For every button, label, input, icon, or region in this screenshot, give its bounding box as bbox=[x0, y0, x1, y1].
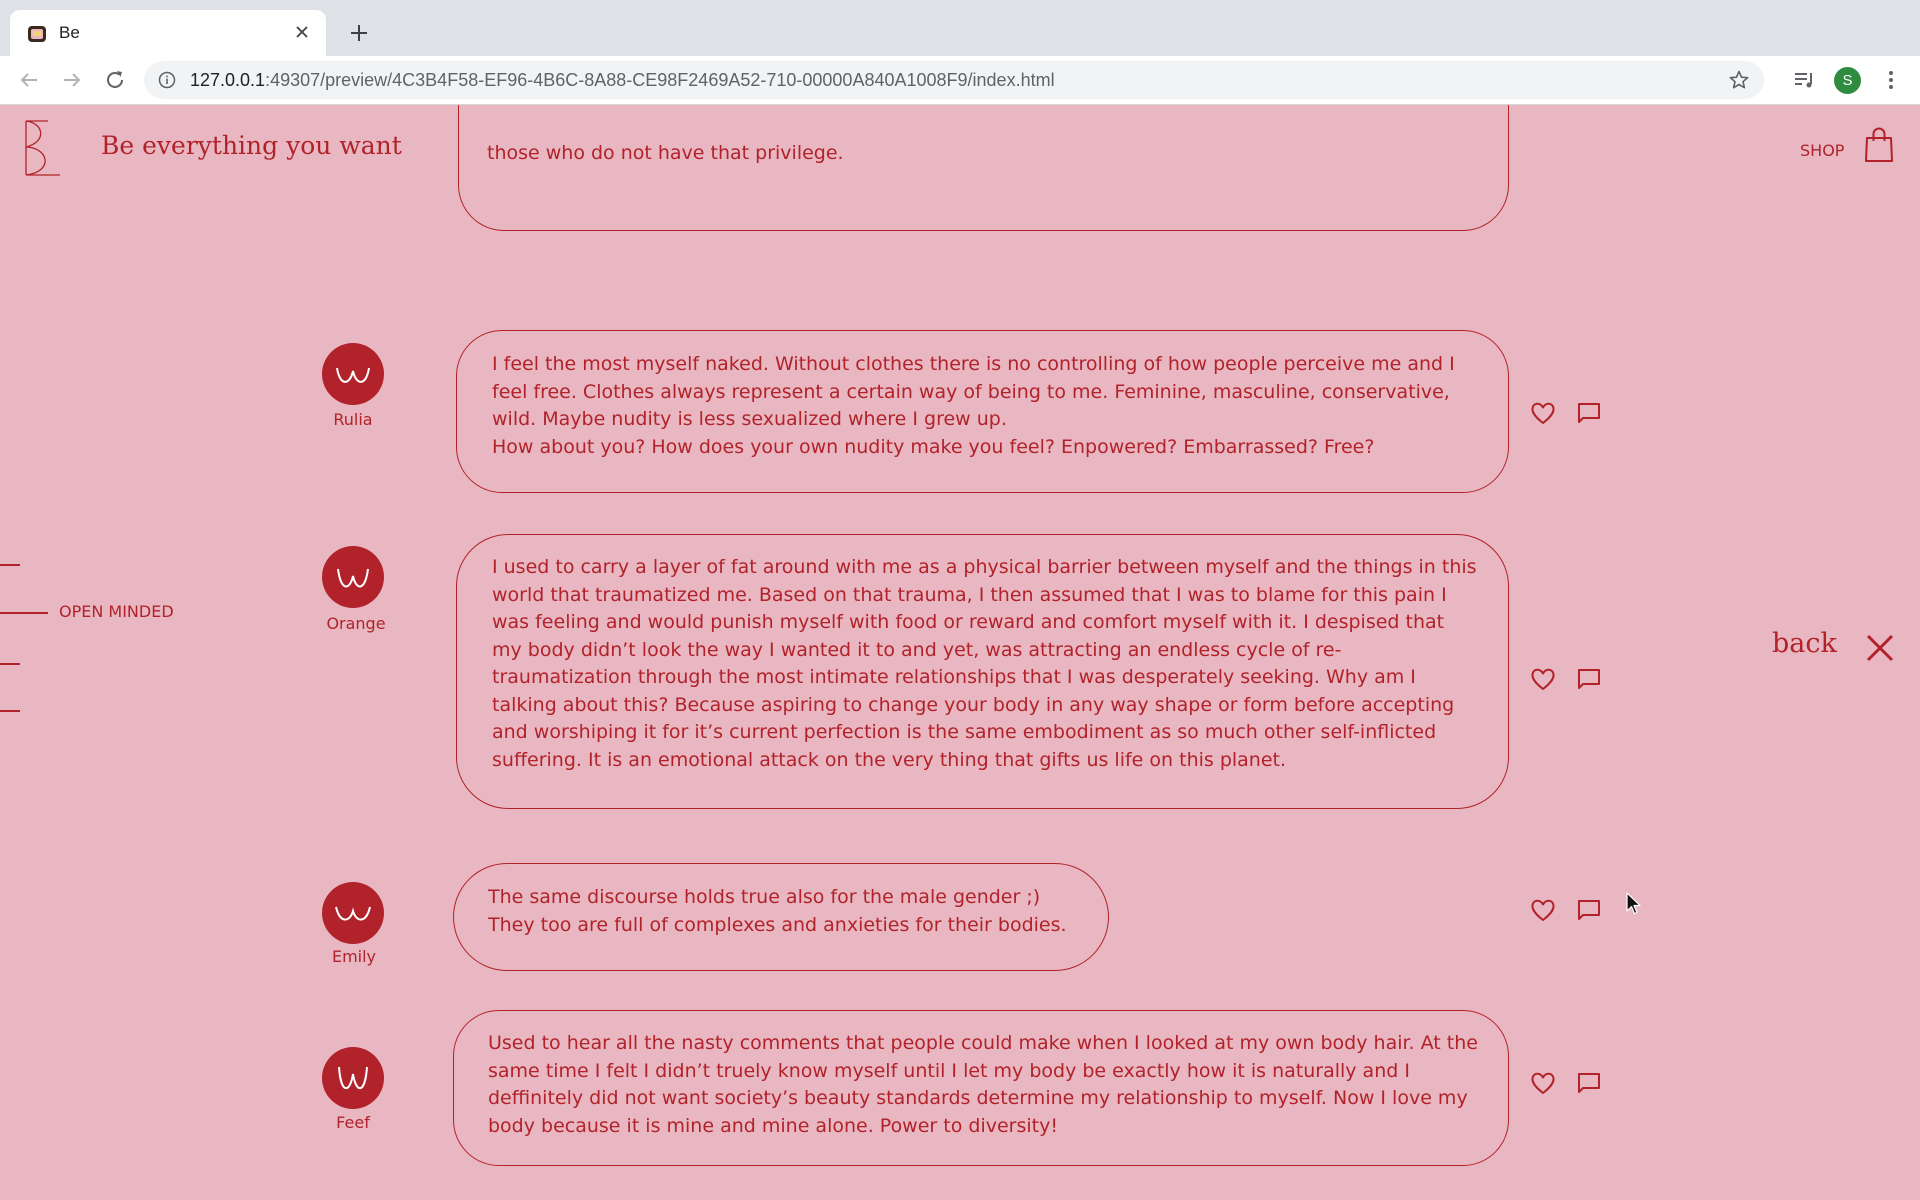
back-arrow-icon[interactable] bbox=[17, 68, 41, 92]
post-text: I feel the most myself naked. Without clothes there is no controlling of how people perceive me and I feel free. Clothes always represent a certain way of being to me. Feminine, masculine, conservative, wild. Maybe nudity is less sexualized where I grew up. How about you? How does your own nudity make you feel? Enpowered? Embarrassed? Free? bbox=[492, 353, 1455, 458]
side-nav-label[interactable]: OPEN MINDED bbox=[59, 602, 174, 621]
post-bubble bbox=[458, 105, 1509, 231]
tab-title: Be bbox=[59, 23, 80, 42]
profile-avatar[interactable]: S bbox=[1834, 67, 1861, 94]
side-nav-tick[interactable] bbox=[0, 710, 20, 712]
post-bubble bbox=[453, 1010, 1509, 1166]
close-icon[interactable] bbox=[1865, 633, 1895, 663]
post-text: I used to carry a layer of fat around with me as a physical barrier between myself and the things in this world that traumatized me. Based on that trauma, I then assumed that I was to blame for this pain I was feeling and would punish myself with food or reward and comfort myself with it. I despised that my body didn’t look the way I wanted it to and yet, was attracting an endless cycle of re-traumatization through the most intimate relationships that I was desperately seeking. Why am I talking about this? Because aspiring to change your body in any way shape or form before accepting and worshiping it for it’s current perfection is the same embodiment as so much other self-inflicted suffering. It is an emotional attack on the very thing that gifts us life on this planet. bbox=[492, 556, 1477, 771]
reload-icon[interactable] bbox=[103, 68, 127, 92]
brand-logo[interactable] bbox=[22, 120, 62, 176]
user-name[interactable]: Orange bbox=[326, 614, 386, 633]
site-tagline: Be everything you want bbox=[101, 131, 402, 160]
mouse-cursor-icon bbox=[1626, 892, 1642, 916]
like-heart-icon[interactable] bbox=[1530, 1071, 1556, 1095]
like-heart-icon[interactable] bbox=[1530, 401, 1556, 425]
media-playlist-icon[interactable] bbox=[1792, 68, 1816, 92]
info-icon[interactable] bbox=[158, 71, 176, 89]
side-nav-tick-active[interactable] bbox=[0, 612, 48, 614]
more-menu-icon[interactable] bbox=[1879, 68, 1903, 92]
comment-icon[interactable] bbox=[1577, 402, 1601, 424]
comment-icon[interactable] bbox=[1577, 668, 1601, 690]
user-avatar[interactable] bbox=[322, 546, 384, 608]
new-tab-icon[interactable] bbox=[348, 22, 370, 44]
post-text: The same discourse holds true also for the male gender ;) They too are full of complexes and anxieties for their bodies. bbox=[488, 886, 1067, 936]
post-text: Used to hear all the nasty comments that people could make when I looked at my own body hair. At the same time I felt I didn’t truely know myself until I let my body be exactly how it is naturally and I deffinitely did not want society’s beauty standards determine my relationship to myself. Now I love my body because it is mine and mine alone. Power to diversity! bbox=[488, 1032, 1478, 1137]
address-bar[interactable] bbox=[144, 61, 1764, 99]
url-text: 127.0.0.1:49307/preview/4C3B4F58-EF96-4B6C-8A88-CE98F2469A52-710-00000A840A1008F9/index.html bbox=[190, 70, 1055, 90]
side-nav-tick[interactable] bbox=[0, 663, 20, 665]
browser-tab-strip bbox=[0, 0, 1920, 56]
post-bubble bbox=[456, 330, 1509, 493]
user-avatar[interactable] bbox=[322, 343, 384, 405]
user-name[interactable]: Emily bbox=[331, 947, 377, 966]
favicon-icon bbox=[27, 24, 47, 44]
close-tab-icon[interactable] bbox=[292, 22, 312, 42]
comment-icon[interactable] bbox=[1577, 899, 1601, 921]
browser-tab[interactable] bbox=[10, 10, 326, 56]
comment-icon[interactable] bbox=[1577, 1072, 1601, 1094]
shopping-bag-icon[interactable] bbox=[1864, 127, 1894, 163]
post-bubble bbox=[456, 534, 1509, 809]
shop-link[interactable]: SHOP bbox=[1800, 141, 1845, 160]
like-heart-icon[interactable] bbox=[1530, 898, 1556, 922]
post-text: those who do not have that privilege. bbox=[487, 142, 844, 164]
user-avatar[interactable] bbox=[322, 882, 384, 944]
post-bubble bbox=[453, 863, 1109, 971]
forward-arrow-icon[interactable] bbox=[60, 68, 84, 92]
bookmark-star-icon[interactable] bbox=[1728, 69, 1750, 91]
side-nav-tick[interactable] bbox=[0, 564, 20, 566]
back-link[interactable]: back bbox=[1772, 628, 1837, 659]
user-name[interactable]: Feef bbox=[336, 1113, 370, 1132]
like-heart-icon[interactable] bbox=[1530, 667, 1556, 691]
user-avatar[interactable] bbox=[322, 1047, 384, 1109]
browser-toolbar bbox=[0, 56, 1920, 105]
user-name[interactable]: Rulia bbox=[333, 410, 373, 429]
page bbox=[0, 105, 1920, 1200]
